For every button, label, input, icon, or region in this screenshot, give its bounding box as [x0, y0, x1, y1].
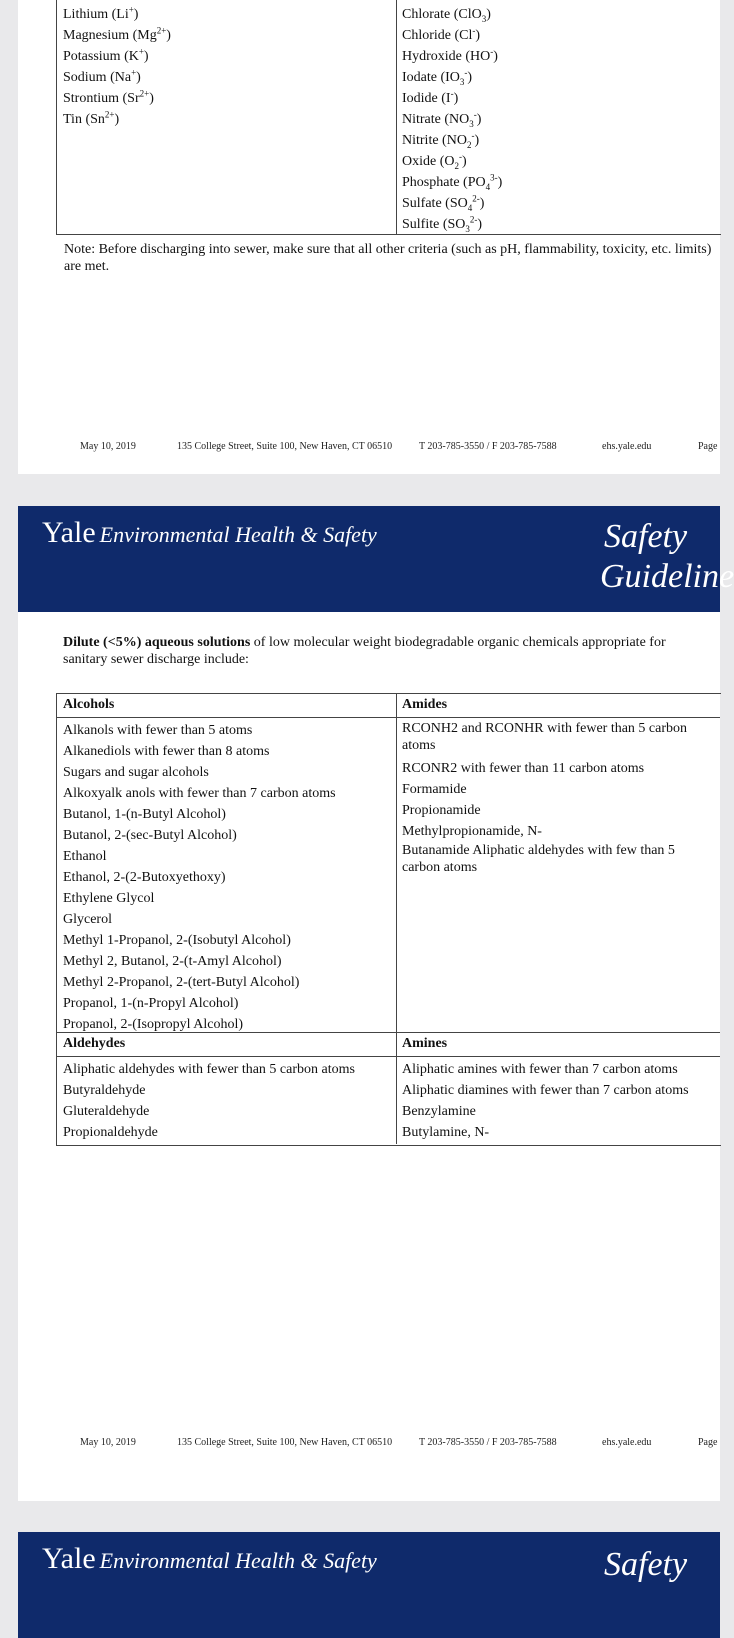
- footer-page: Page: [698, 441, 718, 452]
- alcohol-item: Glycerol: [63, 912, 112, 927]
- amide-item: Formamide: [402, 782, 467, 797]
- ions-table-divider: [396, 0, 397, 234]
- organics-table-divider: [396, 693, 397, 1144]
- footer-phone: T 203-785-3550 / F 203-785-7588: [419, 1437, 557, 1448]
- aldehyde-item: Aliphatic aldehydes with fewer than 5 carbon atoms: [63, 1062, 355, 1077]
- alcohols-header: Alcohols: [63, 697, 115, 712]
- yale-ehs-logo: Yale Environmental Health & Safety: [42, 516, 377, 549]
- footer-date: May 10, 2019: [80, 1437, 136, 1448]
- yale-ehs-logo: Yale Environmental Health & Safety: [42, 1542, 377, 1575]
- alcohol-item: Methyl 1-Propanol, 2-(Isobutyl Alcohol): [63, 933, 291, 948]
- anion-item: Sulfite $(SO_3^{2-})$: [402, 214, 483, 234]
- alcohol-item: Propanol, 2-(Isopropyl Alcohol): [63, 1017, 244, 1032]
- footer-web: ehs.yale.edu: [602, 441, 652, 452]
- aldehyde-item: Propionaldehyde: [63, 1125, 158, 1140]
- alcohol-item: Ethanol, 2-(2-Butoxyethoxy): [63, 870, 226, 885]
- cation-item: Tin $(Sn^{2+})$: [63, 109, 120, 127]
- anion-item: Iodate $(IO_3^-)$: [402, 67, 473, 87]
- alcohols-list: [63, 720, 336, 1035]
- amides-header: Amides: [402, 697, 448, 712]
- anions-column: [402, 4, 502, 235]
- banner-word-safety: Safety: [604, 1546, 688, 1583]
- anion-item: Nitrite $(NO_2^-)$: [402, 130, 480, 150]
- alcohol-item: Sugars and sugar alcohols: [63, 765, 209, 780]
- anion-item: Sulfate $(SO_4^{2-})$: [402, 193, 485, 213]
- alcohol-item: Ethylene Glycol: [63, 891, 155, 906]
- anion-item: Chlorate (ClO$_3$): [402, 7, 491, 24]
- header-banner: [18, 506, 734, 612]
- footer-web: ehs.yale.edu: [602, 1437, 652, 1448]
- amines-list: [402, 1059, 689, 1143]
- footer-address: 135 College Street, Suite 100, New Haven, CT 06510: [177, 1437, 393, 1448]
- alcohol-item: Methyl 2, Butanol, 2-(t-Amyl Alcohol): [63, 954, 282, 969]
- header-banner: [18, 1532, 720, 1638]
- alcohol-item: Alkanediols with fewer than 8 atoms: [63, 744, 270, 759]
- alcohol-item: Alkoxyalk anols with fewer than 7 carbon atoms: [63, 786, 336, 801]
- cation-item: Strontium $(Sr^{2+})$: [63, 88, 154, 106]
- anion-item: Oxide $(O_2^-)$: [402, 151, 467, 171]
- amines-header: Amines: [402, 1036, 448, 1051]
- cations-column: [63, 4, 171, 130]
- intro-paragraph: Dilute (<5%) aqueous solutions of low molecular weight biodegradable organic chemicals appropriate for sanitary sewer discharge include:: [63, 635, 666, 667]
- anion-item: Chloride (Cl-): [402, 25, 481, 43]
- amides-list: [402, 720, 707, 880]
- anion-item: Nitrate $(NO_3^-)$: [402, 109, 482, 129]
- document-page-2: [18, 506, 734, 1501]
- amine-item: Aliphatic diamines with fewer than 7 carbon atoms: [402, 1083, 689, 1098]
- footer-address: 135 College Street, Suite 100, New Haven, CT 06510: [177, 441, 393, 452]
- anion-item: Hydroxide (HO-): [402, 46, 498, 64]
- cation-item: Lithium (Li+): [63, 4, 139, 22]
- banner-word-safety: Safety: [604, 518, 688, 555]
- alcohol-item: Methyl 2-Propanol, 2-(tert-Butyl Alcohol): [63, 975, 300, 990]
- anion-item: Iodide (I-): [402, 88, 459, 106]
- alcohol-item: Ethanol: [63, 849, 107, 864]
- amine-item: Butylamine, N-: [402, 1125, 490, 1140]
- sewer-note: Note: Before discharging into sewer, make sure that all other criteria (such as pH, flammability, toxicity, etc. limits) are met.: [64, 242, 712, 274]
- amide-item: RCONR2 with fewer than 11 carbon atoms: [402, 761, 645, 776]
- amine-item: Aliphatic amines with fewer than 7 carbon atoms: [402, 1062, 678, 1077]
- footer-phone: T 203-785-3550 / F 203-785-7588: [419, 441, 557, 452]
- row-separator: [56, 1056, 720, 1057]
- anion-item: Phosphate $(PO_4^{3-})$: [402, 172, 503, 192]
- alcohol-item: Alkanols with fewer than 5 atoms: [63, 723, 253, 738]
- footer-date: May 10, 2019: [80, 441, 136, 452]
- cation-item: Sodium (Na+): [63, 67, 141, 85]
- row-separator: [56, 717, 720, 718]
- document-page-1: [18, 0, 720, 474]
- alcohol-item: Propanol, 1-(n-Propyl Alcohol): [63, 996, 239, 1011]
- banner-word-guideline: Guideline: [600, 558, 734, 595]
- aldehyde-item: Gluteraldehyde: [63, 1104, 150, 1119]
- alcohol-item: Butanol, 1-(n-Butyl Alcohol): [63, 807, 226, 822]
- amide-item: RCONH2 and RCONHR with fewer than 5 carbon atoms: [402, 721, 688, 753]
- amide-item: Propionamide: [402, 803, 481, 818]
- document-page-3: [18, 1532, 720, 1600]
- aldehydes-header: Aldehydes: [63, 1036, 126, 1051]
- cation-item: Potassium (K+): [63, 46, 149, 64]
- aldehydes-list: [63, 1059, 355, 1143]
- footer-page: Page: [698, 1437, 718, 1448]
- alcohol-item: Butanol, 2-(sec-Butyl Alcohol): [63, 828, 237, 843]
- aldehyde-item: Butyraldehyde: [63, 1083, 146, 1098]
- amide-item: Methylpropionamide, N-: [402, 824, 542, 839]
- amine-item: Benzylamine: [402, 1104, 476, 1119]
- cation-item: Magnesium $(Mg^{2+})$: [63, 25, 171, 43]
- amide-item: Butanamide Aliphatic aldehydes with few than 5 carbon atoms: [402, 843, 675, 875]
